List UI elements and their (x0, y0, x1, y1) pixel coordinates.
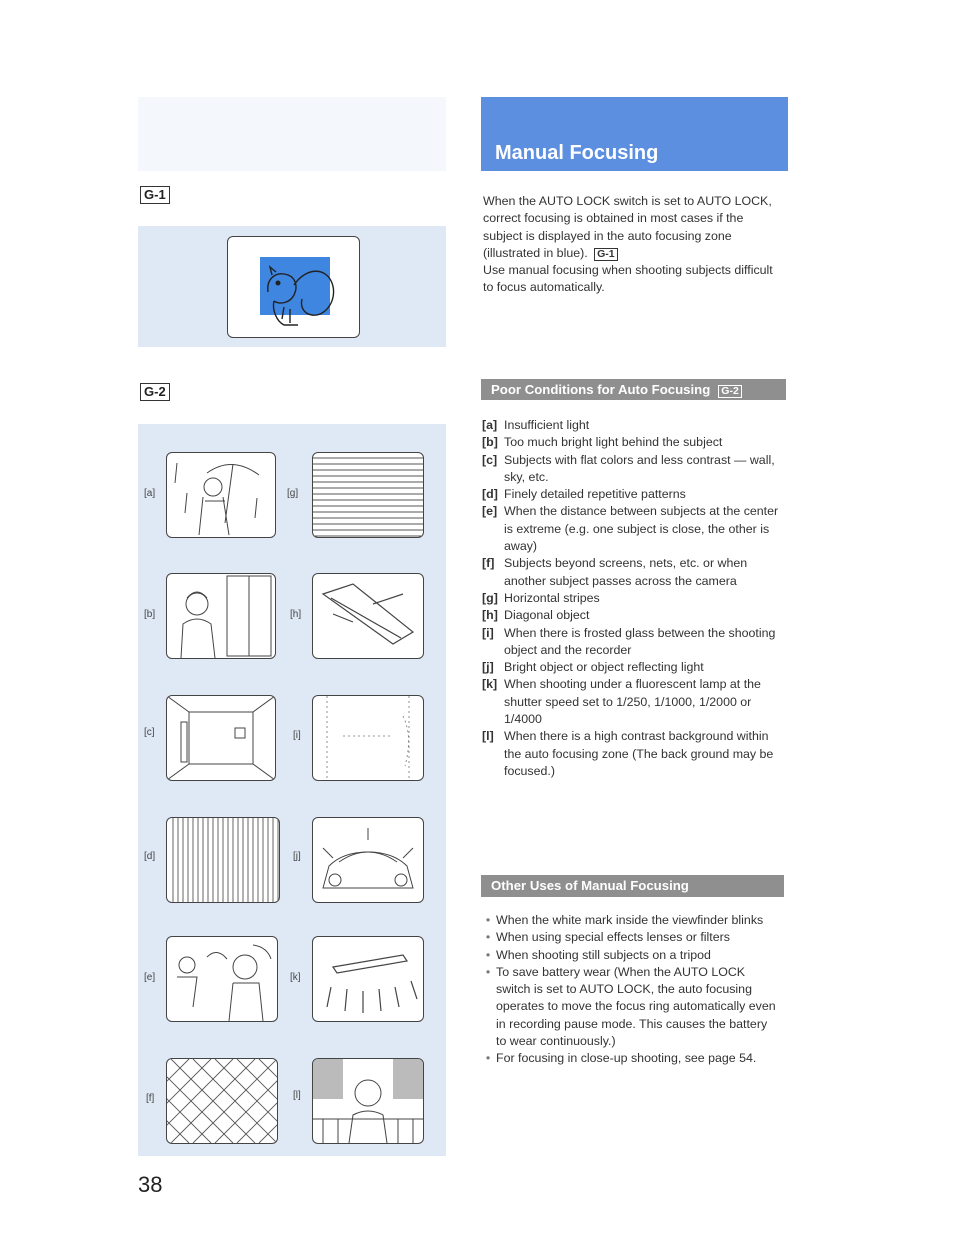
use-text: When using special effects lenses or filters (496, 930, 730, 945)
figure-tag-g2: G-2 (140, 383, 170, 401)
list-item (482, 452, 784, 487)
list-item (482, 434, 784, 451)
label-k: [k] (290, 972, 301, 983)
list-item (480, 929, 780, 946)
bullet-icon: • (485, 930, 491, 945)
condition-text: When there is frosted glass between the shooting object and the recorder (504, 625, 776, 657)
intro-ref-g1: G-1 (594, 248, 618, 261)
label-f: [f] (146, 1093, 155, 1104)
condition-key: [c] (482, 452, 498, 467)
condition-key: [h] (482, 608, 498, 623)
illustration-c-flat-wall (166, 695, 276, 781)
net-line (167, 1059, 211, 1143)
condition-key: [f] (482, 556, 495, 571)
bullet-icon: • (485, 947, 491, 962)
condition-text: Diagonal object (504, 608, 590, 623)
poor-conditions-ref-g2: G-2 (718, 385, 742, 398)
list-item (482, 590, 784, 607)
list-item (480, 947, 780, 964)
condition-key: [l] (482, 729, 494, 744)
label-e: [e] (144, 972, 156, 983)
illustration-h-diagonal-object (312, 573, 424, 659)
label-l: [l] (293, 1090, 301, 1101)
list-item (482, 417, 784, 434)
illustration-b-backlight (166, 573, 276, 659)
other-uses-heading: Other Uses of Manual Focusing (491, 878, 689, 893)
condition-key: [j] (482, 660, 494, 675)
condition-text: Insufficient light (504, 418, 590, 432)
auto-focus-zone (260, 257, 330, 315)
bullet-icon: • (485, 1051, 491, 1066)
list-item (482, 486, 784, 503)
net-line (259, 1059, 277, 1143)
page-title: Manual Focusing (495, 142, 659, 164)
condition-key: [i] (482, 625, 494, 640)
condition-text: When shooting under a fluorescent lamp at the shutter speed set to 1/250, 1/1000, 1/2000 or 1/4000 (504, 677, 761, 727)
poor-conditions-heading-bar (481, 379, 786, 400)
condition-text: Subjects with flat colors and less contrast — wall, sky, etc. (504, 452, 775, 484)
bullet-icon: • (485, 913, 491, 927)
list-item (480, 964, 780, 1050)
condition-key: [d] (482, 487, 498, 502)
label-c: [c] (144, 727, 155, 738)
other-uses-list (480, 912, 780, 1068)
condition-text: Finely detailed repetitive patterns (504, 487, 686, 502)
condition-text: Subjects beyond screens, nets, etc. or when another subject passes across the camera (504, 556, 748, 588)
net-line (215, 1059, 277, 1143)
list-item (482, 503, 784, 555)
intro-text: When the AUTO LOCK switch is set to AUTO LOCK, correct focusing is obtained in most cases if the subject is displayed in the auto focusing zone (illustrated in blue). (483, 194, 772, 260)
condition-text: Too much bright light behind the subject (504, 435, 723, 450)
net-line (215, 1059, 277, 1143)
label-i: [i] (293, 730, 301, 741)
use-text: When the white mark inside the viewfinder blinks (496, 913, 764, 927)
condition-key: [a] (482, 418, 498, 432)
intro-text-2: Use manual focusing when shooting subjects difficult to focus automatically. (483, 263, 773, 295)
use-text: For focusing in close-up shooting, see page 54. (496, 1051, 757, 1066)
net-line (167, 1059, 211, 1143)
label-b: [b] (144, 609, 156, 620)
intro-paragraph (483, 193, 783, 297)
condition-key: [g] (482, 590, 498, 605)
title-banner (481, 97, 788, 171)
illustration-i-frosted-glass (312, 695, 424, 781)
use-text: To save battery wear (When the AUTO LOCK switch is set to AUTO LOCK, the auto focusing operates to move the focus ring automatically even in recording pause mode. This causes the battery to wear continuously.) (496, 964, 776, 1049)
illustration-e-near-and-far (166, 936, 278, 1022)
label-j: [j] (293, 851, 301, 862)
illustration-d-repetitive-pattern (166, 817, 280, 903)
condition-text: Bright object or object reflecting light (504, 660, 704, 675)
condition-text: Horizontal stripes (504, 590, 600, 605)
bullet-icon: • (485, 964, 491, 979)
label-a: [a] (144, 488, 156, 499)
list-item (482, 555, 784, 590)
illustration-a-insufficient-light (166, 452, 276, 538)
illustration-g-horizontal-stripes (312, 452, 424, 538)
list-item (480, 1050, 780, 1067)
condition-text: When there is a high contrast background within the auto focusing zone (The back ground may be focused.) (504, 729, 774, 778)
condition-key: [b] (482, 435, 498, 450)
page-number: 38 (138, 1172, 163, 1197)
net-line (259, 1059, 277, 1143)
poor-conditions-list (482, 417, 784, 780)
list-item (482, 607, 784, 624)
illustration-k-fluorescent-lamp (312, 936, 424, 1022)
poor-conditions-heading: Poor Conditions for Auto Focusing (491, 382, 711, 397)
illustration-j-bright-reflection (312, 817, 424, 903)
illustration-l-high-contrast-background (312, 1058, 424, 1144)
use-text: When shooting still subjects on a tripod (496, 947, 711, 962)
list-item (482, 676, 784, 728)
other-uses-heading-bar (481, 875, 784, 897)
label-d: [d] (144, 851, 156, 862)
figure-tag-g1: G-1 (140, 186, 170, 204)
net-line (167, 1059, 189, 1143)
list-item (482, 625, 784, 660)
condition-text: When the distance between subjects at the center is extreme (e.g. one subject is close, the other is away) (504, 504, 779, 554)
faint-header-band (138, 97, 446, 171)
list-item (480, 912, 780, 929)
net-line (167, 1059, 189, 1143)
illustration-f-behind-net (166, 1058, 278, 1144)
list-item (482, 728, 784, 780)
label-g: [g] (287, 488, 299, 499)
label-h: [h] (290, 609, 302, 620)
condition-key: [e] (482, 504, 498, 519)
viewfinder-squirrel-illustration (227, 236, 360, 338)
condition-key: [k] (482, 677, 498, 692)
list-item (482, 659, 784, 676)
